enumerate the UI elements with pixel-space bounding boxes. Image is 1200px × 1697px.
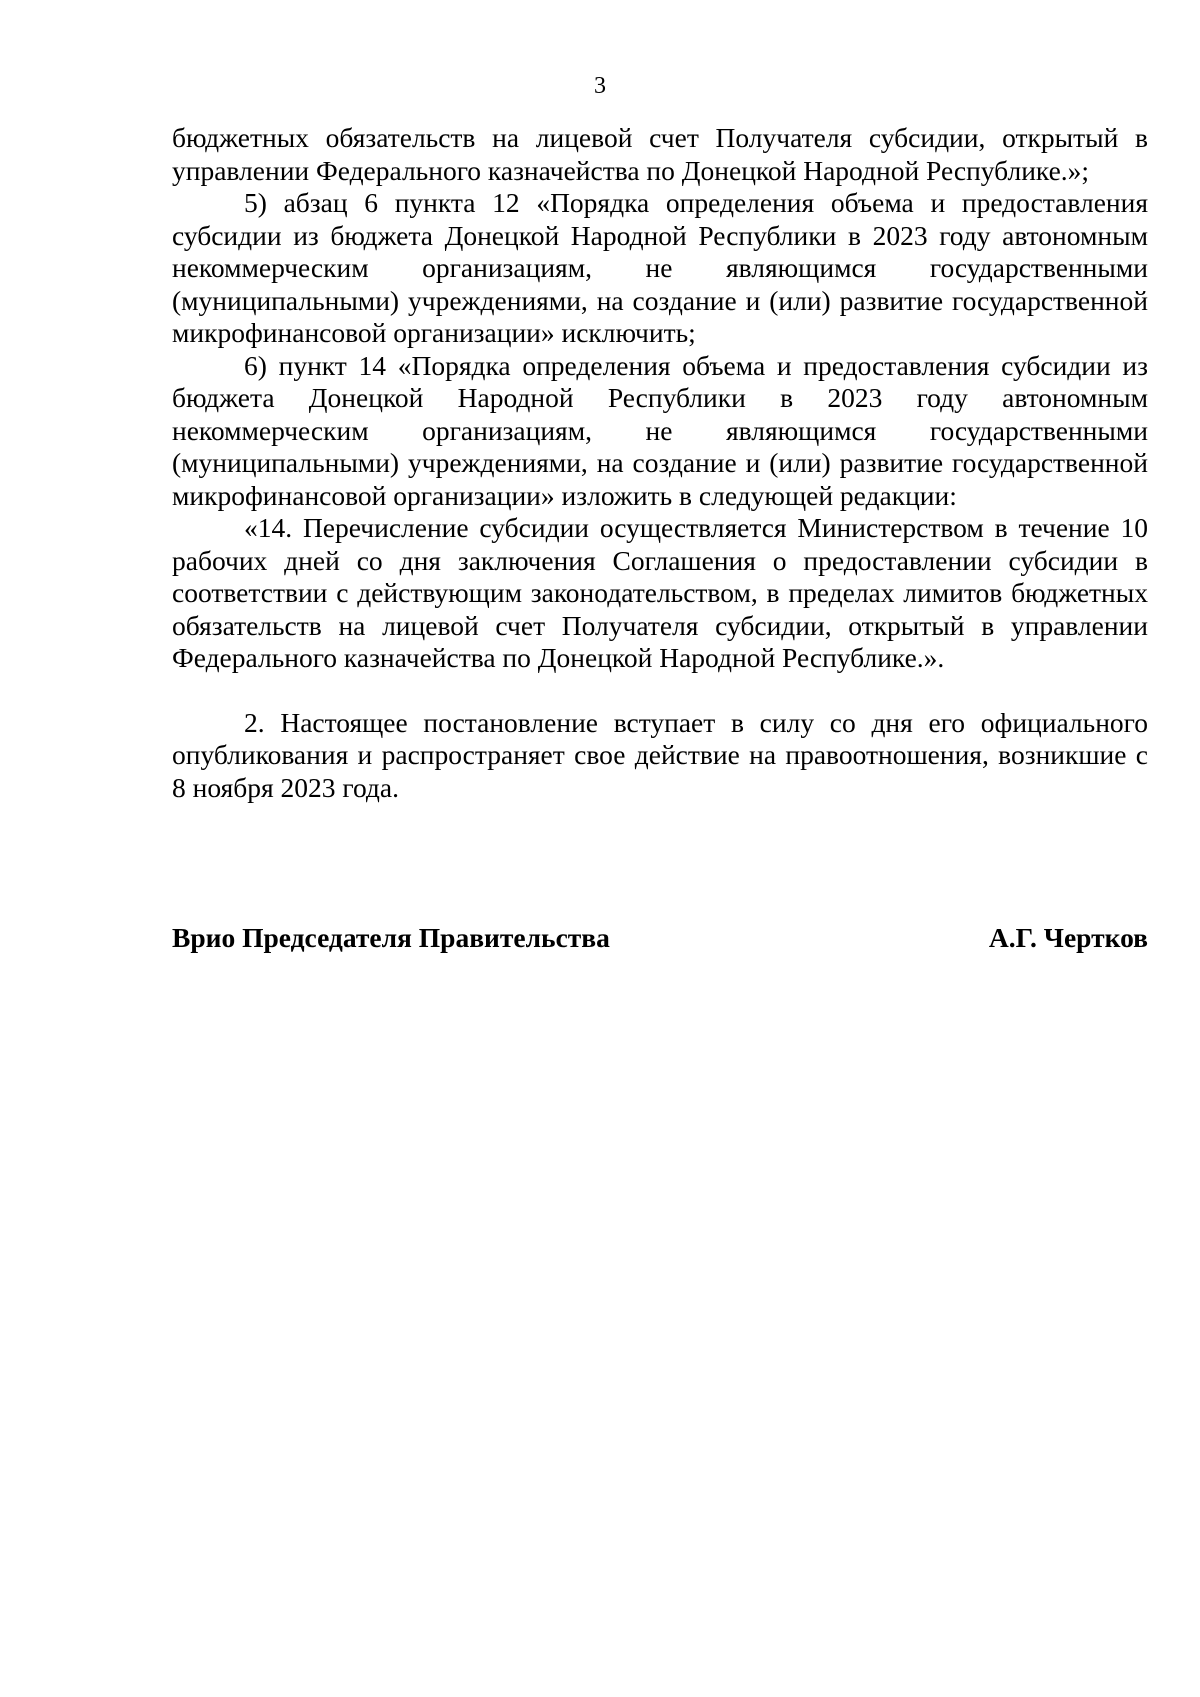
document-body — [172, 122, 1148, 804]
page-number: 3 — [594, 73, 606, 99]
paragraph-quoted-point-14: «14. Перечисление субсидии осуществляется Министерством в течение 10 рабочих дней со дня заключения Соглашения о предоставлении субсидии в соответствии с действующим законодательством, в пределах лимитов бюджетных обязательств на лицевой счет Получателя субсидии, открытый в управлении Федерального казначейства по Донецкой Народной Республике.». — [172, 512, 1148, 673]
signatory-name: А.Г. Чертков — [988, 922, 1148, 953]
paragraph-item-5: 5) абзац 6 пункта 12 «Порядка определения объема и предоставления субсидии из бюджета Донецкой Народной Республики в 2023 году автономным некоммерческим организациям, не являющимся государственными (муниципальными) учреждениями, на создание и (или) развитие государственной микрофинансовой организации» исключить; — [172, 187, 1148, 348]
paragraph-point-2: 2. Настоящее постановление вступает в силу со дня его официального опубликования и распространяет свое действие на правоотношения, возникшие с 8 ноября 2023 года. — [172, 706, 1148, 803]
signatory-position: Врио Председателя Правительства — [172, 922, 610, 953]
signature-block — [172, 922, 1148, 954]
paragraph-continuation: бюджетных обязательств на лицевой счет Получателя субсидии, открытый в управлении Федерального казначейства по Донецкой Народной Республике.»; — [172, 122, 1148, 186]
paragraph-item-6: 6) пункт 14 «Порядка определения объема и предоставления субсидии из бюджета Донецкой Народной Республики в 2023 году автономным некоммерческим организациям, не являющимся государственными (муниципальными) учреждениями, на создание и (или) развитие государственной микрофинансовой организации» изложить в следующей редакции: — [172, 349, 1148, 511]
